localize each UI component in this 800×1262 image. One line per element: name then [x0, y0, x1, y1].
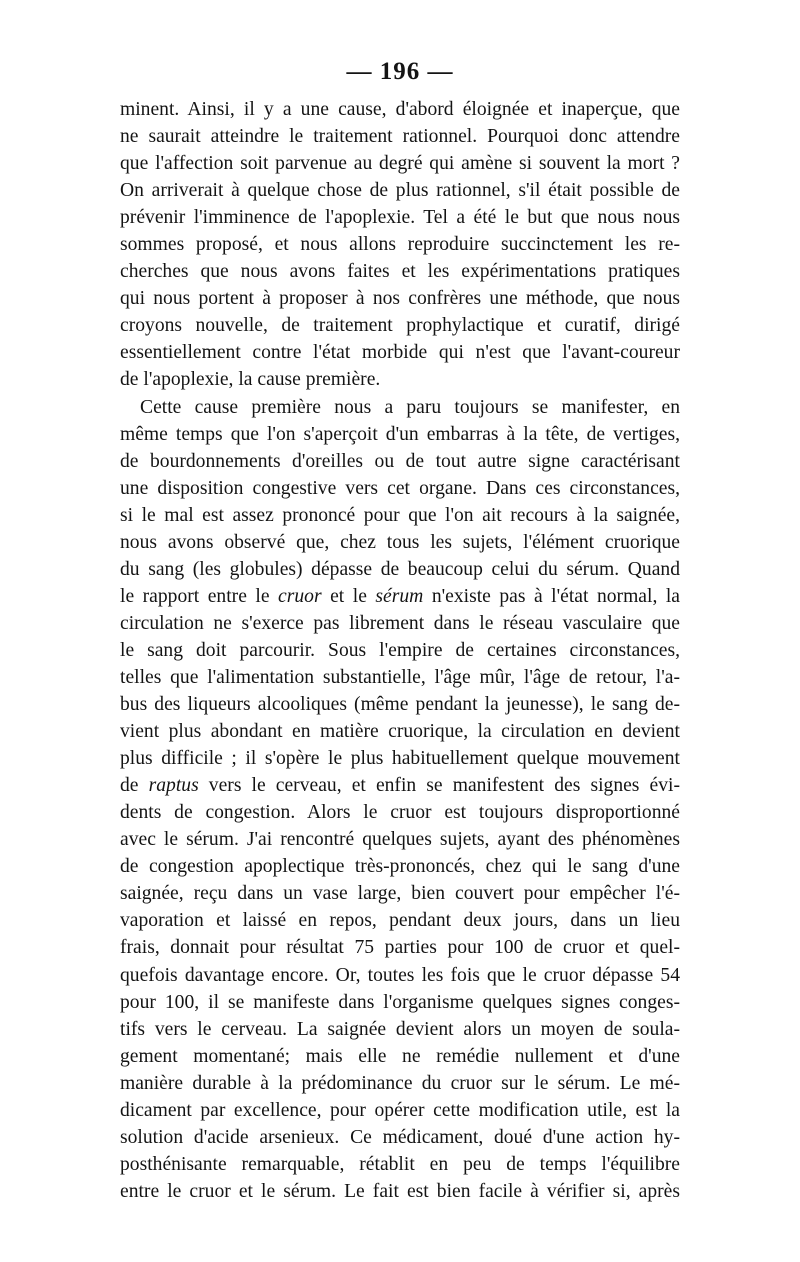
paragraph-1 [120, 96, 680, 394]
text-fragment: et le [321, 585, 376, 607]
page-number: — 196 — [346, 58, 454, 85]
text-line: vient plus abondant en matière cruorique, la circulation en devient [120, 721, 680, 743]
text-line: qui nous portent à proposer à nos confrères une méthode, que nous [120, 288, 680, 310]
text-line: frais, donnait pour résultat 75 parties pour 100 de cruor et quel- [120, 937, 680, 959]
text-line: minent. Ainsi, il y a une cause, d'abord éloignée et inaperçue, que [120, 99, 680, 120]
text-line: posthénisante remarquable, rétablit en peu de temps l'équilibre [120, 1153, 680, 1175]
italic-term-raptus: raptus [148, 775, 199, 797]
italic-term-serum: sérum [375, 585, 424, 607]
text-line: si le mal est assez prononcé pour que l'on ait recours à la saignée, [120, 504, 680, 526]
text-fragment: de [120, 775, 149, 797]
text-line: Cette cause première nous a paru toujours se manifester, en [140, 396, 680, 418]
text-line: que l'affection soit parvenue au degré qui amène si souvent la mort ? [120, 153, 680, 175]
text-fragment: n'existe pas à l'état normal, la [423, 585, 680, 607]
text-fragment: le rapport entre le [120, 585, 279, 607]
text-line: même temps que l'on s'aperçoit d'un embarras à la tête, de vertiges, [120, 423, 680, 445]
text-line: solution d'acide arsenieux. Ce médicament, doué d'une action hy- [120, 1126, 680, 1148]
text-line: cherches que nous avons faites et les expérimentations pratiques [120, 261, 680, 283]
text-line: saignée, reçu dans un vase large, bien couvert pour empêcher l'é- [120, 883, 680, 905]
text-line: prévenir l'imminence de l'apoplexie. Tel a été le but que nous nous [120, 207, 680, 229]
text-line: entre le cruor et le sérum. Le fait est bien facile à vérifier si, après [120, 1180, 680, 1202]
italic-term-cruor: cruor [278, 585, 322, 607]
text-line: de l'apoplexie, la cause première. [120, 369, 381, 391]
text-line: tifs vers le cerveau. La saignée devient alors un moyen de soula- [120, 1018, 680, 1040]
text-line: ne saurait atteindre le traitement rationnel. Pourquoi donc attendre [120, 126, 680, 148]
text-line: On arriverait à quelque chose de plus rationnel, s'il était possible de [120, 180, 680, 202]
text-line: telles que l'alimentation substantielle, l'âge mûr, l'âge de retour, l'a- [120, 666, 680, 688]
text-line: pour 100, il se manifeste dans l'organisme quelques signes conges- [120, 991, 680, 1013]
text-line: plus difficile ; il s'opère le plus habituellement quelque mouvement [120, 748, 680, 770]
paragraph-2 [120, 394, 680, 1205]
text-line: dents de congestion. Alors le cruor est toujours disproportionné [120, 802, 680, 824]
text-line: circulation ne s'exerce pas librement dans le réseau vasculaire que [120, 612, 680, 634]
text-line: essentiellement contre l'état morbide qui n'est que l'avant-coureur [120, 342, 680, 364]
text-line: le sang doit parcourir. Sous l'empire de certaines circonstances, [120, 639, 680, 661]
text-line: dicament par excellence, pour opérer cette modification utile, est la [120, 1099, 680, 1121]
body-text [120, 96, 680, 1205]
text-line: nous avons observé que, chez tous les sujets, l'élément cruorique [120, 531, 680, 553]
text-line: vaporation et laissé en repos, pendant deux jours, dans un lieu [120, 910, 680, 932]
text-line: de congestion apoplectique très-prononcés, chez qui le sang d'une [120, 856, 680, 878]
text-fragment: vers le cerveau, et enfin se manifestent des signes évi- [198, 775, 680, 797]
text-line: avec le sérum. J'ai rencontré quelques sujets, ayant des phénomènes [120, 829, 680, 851]
text-line: du sang (les globules) dépasse de beaucoup celui du sérum. Quand [120, 558, 680, 580]
text-line-cruor [120, 583, 680, 610]
text-line: quefois davantage encore. Or, toutes les fois que le cruor dépasse 54 [120, 964, 680, 986]
text-line: une disposition congestive vers cet organe. Dans ces circonstances, [120, 477, 680, 499]
text-line-raptus [120, 772, 680, 799]
text-line: bus des liqueurs alcooliques (même pendant la jeunesse), le sang de- [120, 694, 680, 716]
text-line: gement momentané; mais elle ne remédie nullement et d'une [120, 1045, 680, 1067]
text-line: sommes proposé, et nous allons reproduire succinctement les re- [120, 234, 680, 256]
text-line: manière durable à la prédominance du cruor sur le sérum. Le mé- [120, 1072, 680, 1094]
text-line: de bourdonnements d'oreilles ou de tout autre signe caractérisant [120, 450, 680, 472]
text-line: croyons nouvelle, de traitement prophylactique et curatif, dirigé [120, 315, 680, 337]
